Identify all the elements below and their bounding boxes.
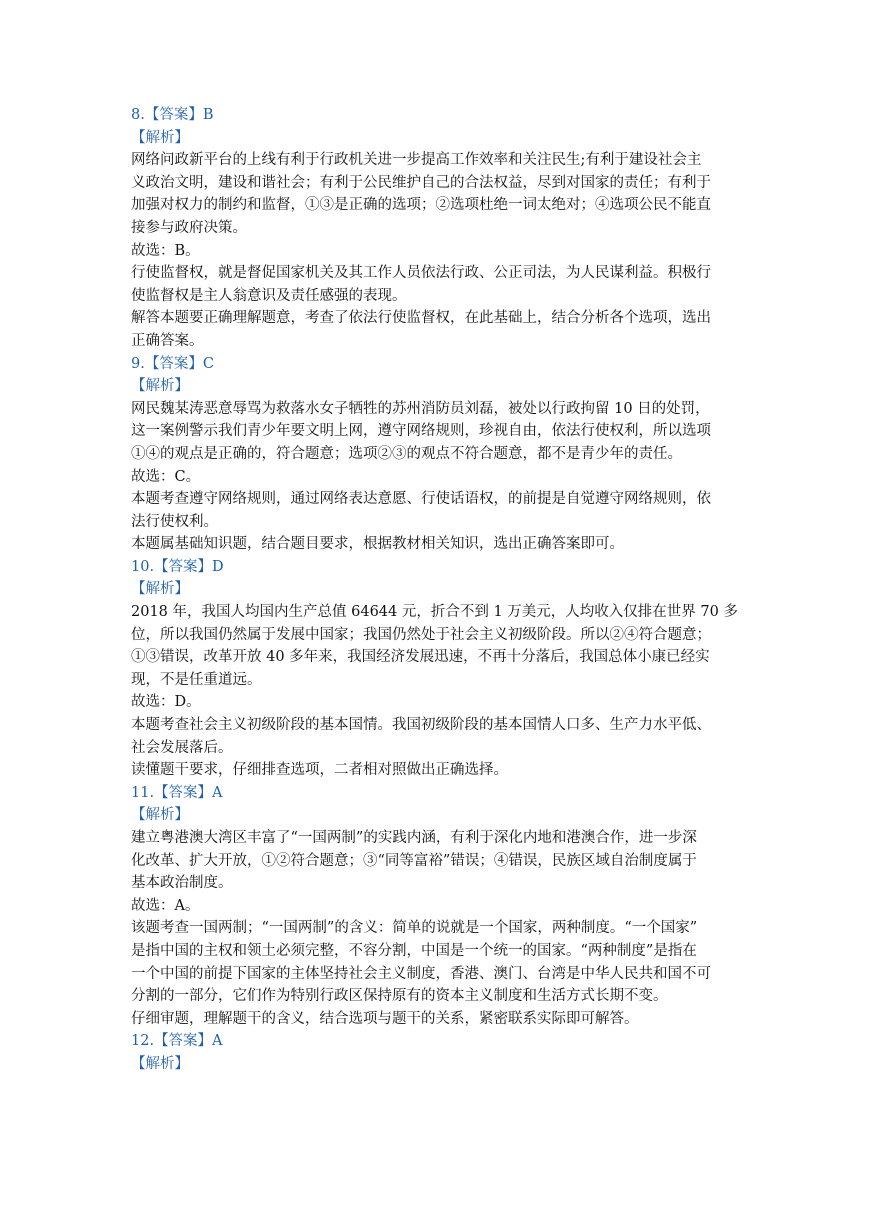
text-line: 义政治文明，建设和谐社会；有利于公民维护自己的合法权益，尽到对国家的责任；有利于 <box>131 174 711 191</box>
text-line: 本题属基础知识题，结合题目要求，根据教材相关知识，选出正确答案即可。 <box>131 536 624 553</box>
text-line: ①③错误，改革开放 40 多年来，我国经济发展迅速，不再十分落后，我国总体小康已经实 <box>131 649 710 666</box>
section-heading: 【解析】 <box>131 129 189 146</box>
text-line: 解答本题要正确理解题意，考查了依法行使监督权，在此基础上，结合分析各个选项，选出 <box>131 310 711 327</box>
text-line: 故选：C。 <box>131 468 201 485</box>
text-line: 现，不是任重道远。 <box>131 671 262 688</box>
text-line: 这一案例警示我们青少年要文明上网，遵守网络规则，珍视自由，依法行使权利，所以选项 <box>131 423 711 440</box>
section-heading: 12.【答案】A <box>131 1033 223 1050</box>
text-line: 行使监督权，就是督促国家机关及其工作人员依法行政、公正司法，为人民谋利益。积极行 <box>131 265 711 282</box>
text-line: 位，所以我国仍然属于发展中国家；我国仍然处于社会主义初级阶段。所以②④符合题意； <box>131 626 711 643</box>
section-heading: 9.【答案】C <box>131 355 214 372</box>
text-line: 接参与政府决策。 <box>131 219 247 236</box>
text-line: 加强对权力的制约和监督，①③是正确的选项；②选项杜绝一词太绝对；④选项公民不能直 <box>131 197 711 214</box>
text-line: 该题考查一国两制；“一国两制”的含义：简单的说就是一个国家，两种制度。“一个国家” <box>131 920 698 937</box>
section-heading: 11.【答案】A <box>131 784 223 801</box>
section-heading: 8.【答案】B <box>131 107 214 123</box>
text-line: 基本政治制度。 <box>131 875 233 892</box>
text-line: 2018 年，我国人均国内生产总值 64644 元，折合不到 1 万美元，人均收入仅排在世界 70 多 <box>131 604 738 621</box>
text-line: 读懂题干要求，仔细排查选项，二者相对照做出正确选择。 <box>131 762 508 779</box>
text-line: 化改革、扩大开放，①②符合题意；③“同等富裕”错误；④错误，民族区域自治制度属于 <box>131 852 697 869</box>
text-line: 网络问政新平台的上线有利于行政机关进一步提高工作效率和关注民生;有利于建设社会主 <box>131 152 702 169</box>
text-line: 分割的一部分，它们作为特别行政区保持原有的资本主义制度和生活方式长期不变。 <box>131 988 668 1005</box>
text-line: 故选：A。 <box>131 897 200 914</box>
text-line: 建立粤港澳大湾区丰富了“一国两制”的实践内涵，有利于深化内地和港澳合作，进一步深 <box>131 830 697 846</box>
text-line: 社会发展落后。 <box>131 739 233 756</box>
text-line: 本题考查遵守网络规则，通过网络表达意愿、行使话语权，的前提是自觉遵守网络规则，依 <box>131 491 711 508</box>
section-heading: 【解析】 <box>131 1055 189 1072</box>
text-line: 仔细审题，理解题干的含义，结合选项与题干的关系，紧密联系实际即可解答。 <box>131 1010 639 1027</box>
text-line: 法行使权利。 <box>131 513 218 530</box>
text-line: ①④的观点是正确的，符合题意；选项②③的观点不符合题意，都不是青少年的责任。 <box>131 445 682 462</box>
section-heading: 10.【答案】D <box>131 558 224 575</box>
document-page <box>131 104 741 1076</box>
section-heading: 【解析】 <box>131 378 189 395</box>
text-line: 使监督权是主人翁意识及责任感强的表现。 <box>131 287 407 304</box>
text-line: 一个中国的前提下国家的主体坚持社会主义制度，香港、澳门、台湾是中华人民共和国不可 <box>131 965 711 982</box>
text-line: 是指中国的主权和领土必须完整，不容分割，中国是一个统一的国家。“两种制度”是指在 <box>131 942 697 959</box>
text-line: 正确答案。 <box>131 332 204 349</box>
text-line: 本题考查社会主义初级阶段的基本国情。我国初级阶段的基本国情人口多、生产力水平低、 <box>131 717 711 734</box>
text-line: 网民魏某涛恶意辱骂为救落水女子牺牲的苏州消防员刘磊，被处以行政拘留 10 日的处罚， <box>131 400 710 417</box>
section-heading: 【解析】 <box>131 807 189 824</box>
text-line: 故选：D。 <box>131 694 201 711</box>
text-line: 故选：B。 <box>131 242 200 259</box>
section-heading: 【解析】 <box>131 581 189 598</box>
